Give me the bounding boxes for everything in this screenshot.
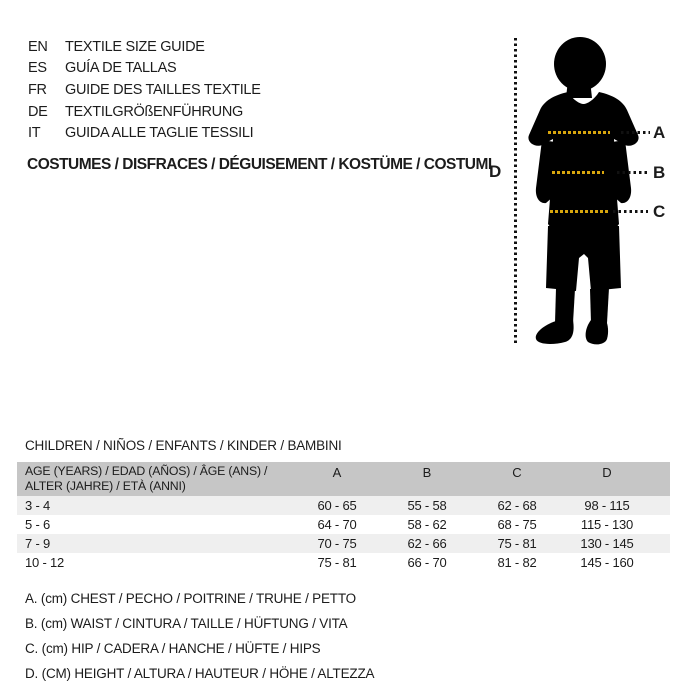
table-row (17, 496, 670, 515)
label-b: B (653, 163, 666, 182)
language-label: GUÍA DE TALLAS (65, 60, 177, 77)
chest-cell: 60 - 65 (317, 498, 357, 513)
column-header-a: A (332, 465, 342, 480)
hip-cell: 68 - 75 (497, 517, 537, 532)
waist-cell: 55 - 58 (407, 498, 447, 513)
chest-measure-line (548, 131, 610, 134)
age-header-line2: ALTER (JAHRE) / ETÀ (ANNI) (25, 478, 186, 493)
label-a: A (653, 123, 666, 142)
table-row (17, 515, 670, 534)
size-table (17, 462, 670, 572)
language-code: DE (28, 103, 48, 120)
language-label: TEXTILE SIZE GUIDE (65, 38, 205, 55)
label-d: D (489, 162, 502, 181)
chest-cell: 75 - 81 (317, 555, 357, 570)
chest-cell: 70 - 75 (317, 536, 357, 551)
language-label: GUIDE DES TAILLES TEXTILE (65, 81, 261, 98)
child-silhouette-image (527, 36, 642, 346)
age-cell: 10 - 12 (25, 555, 65, 570)
age-cell: 7 - 9 (25, 536, 51, 551)
age-header-line1: AGE (YEARS) / EDAD (AÑOS) / ÂGE (ANS) / (25, 464, 268, 478)
chest-leader-line (621, 131, 650, 134)
waist-cell: 66 - 70 (407, 555, 447, 570)
age-column-header (17, 464, 292, 493)
hip-cell: 81 - 82 (497, 555, 537, 570)
legend-waist: B. (cm) WAIST / CINTURA / TAILLE / HÜFTUNG / VITA (25, 616, 348, 631)
children-section-title: CHILDREN / NIÑOS / ENFANTS / KINDER / BAMBINI (25, 438, 342, 453)
legend-chest: A. (cm) CHEST / PECHO / POITRINE / TRUHE / PETTO (25, 591, 356, 606)
age-cell: 3 - 4 (25, 498, 51, 513)
height-cell: 115 - 130 (580, 517, 634, 532)
column-header-c: C (512, 465, 522, 480)
column-header-b: B (422, 465, 432, 480)
hip-cell: 62 - 68 (497, 498, 537, 513)
label-c: C (653, 202, 666, 221)
table-header-row (17, 462, 670, 496)
height-cell: 98 - 115 (584, 498, 630, 513)
chest-cell: 64 - 70 (317, 517, 357, 532)
measure-legend (25, 586, 374, 686)
language-label: GUIDA ALLE TAGLIE TESSILI (65, 125, 254, 142)
waist-leader-line (617, 171, 648, 174)
legend-hip: C. (cm) HIP / CADERA / HANCHE / HÜFTE / HIPS (25, 641, 321, 656)
height-cell: 130 - 145 (580, 536, 634, 551)
language-code: FR (28, 81, 47, 98)
hip-cell: 75 - 81 (497, 536, 537, 551)
table-row (17, 534, 670, 553)
hip-measure-line (550, 210, 608, 213)
height-cell: 145 - 160 (580, 555, 634, 570)
waist-cell: 62 - 66 (407, 536, 447, 551)
legend-height: D. (CM) HEIGHT / ALTURA / HAUTEUR / HÖHE / ALTEZZA (25, 666, 375, 681)
language-code: ES (28, 60, 47, 77)
height-dotted-line (514, 38, 517, 346)
table-row (17, 553, 670, 572)
language-label: TEXTILGRÖßENFÜHRUNG (65, 103, 243, 120)
language-code: IT (28, 125, 41, 142)
age-cell: 5 - 6 (25, 517, 51, 532)
waist-cell: 58 - 62 (407, 517, 447, 532)
language-code: EN (28, 38, 48, 55)
category-title: COSTUMES / DISFRACES / DÉGUISEMENT / KOSTÜME / COSTUMI (27, 156, 492, 173)
waist-measure-line (552, 171, 604, 174)
column-header-d: D (602, 465, 612, 480)
hip-leader-line (613, 210, 648, 213)
